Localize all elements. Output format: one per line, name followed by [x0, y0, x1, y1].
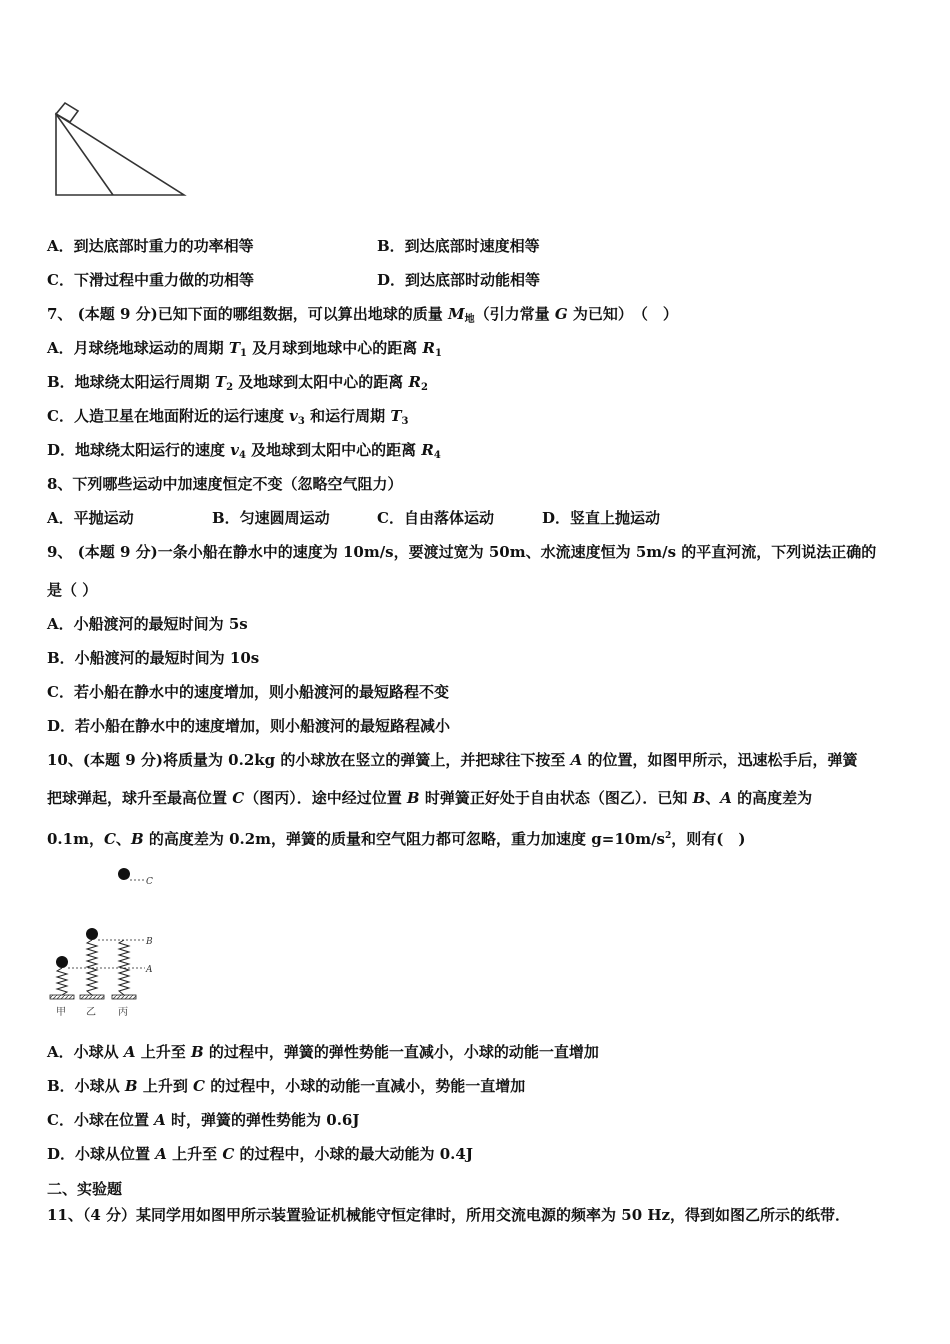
q10-option-c: C．小球在位置 A 时，弹簧的弹性势能为 0.6J	[47, 1111, 360, 1129]
incline-triangle	[56, 114, 184, 195]
base-yi	[80, 995, 104, 999]
q9-option-b: B．小船渡河的最短时间为 10s	[47, 649, 260, 667]
q9-stem-line1: 9、 (本题 9 分)一条小船在静水中的速度为 10m/s，要渡过宽为 50m、水流速度恒为 5m/s 的平直河流，下列说法正确的	[47, 543, 877, 561]
incline-figure	[48, 98, 190, 200]
q8-option-d: D．竖直上抛运动	[542, 509, 661, 527]
q9-option-a: A．小船渡河的最短时间为 5s	[47, 615, 248, 633]
q6-option-b: B．到达底部时速度相等	[377, 237, 540, 255]
q8-option-b: B．匀速圆周运动	[212, 509, 330, 527]
q6-option-d: D．到达底部时动能相等	[377, 271, 541, 289]
label-jia: 甲	[56, 1007, 66, 1018]
q7-option-b: B．地球绕太阳运行周期 $T_2$ 及地球到太阳中心的距离 $R_2$	[47, 373, 428, 393]
q10-option-a: A．小球从 A 上升至 B 的过程中，弹簧的弹性势能一直减小，小球的动能一直增加	[47, 1043, 599, 1061]
label-yi: 乙	[86, 1007, 96, 1018]
q10-stem-line1: 10、(本题 9 分)将质量为 0.2kg 的小球放在竖立的弹簧上，并把球往下按至 A 的位置，如图甲所示，迅速松手后，弹簧	[47, 751, 858, 769]
q7-option-d: D．地球绕太阳运行的速度 $v_4$ 及地球到太阳中心的距离 $R_4$	[47, 441, 441, 461]
label-a: A	[146, 965, 153, 975]
section-heading: 二、实验题	[47, 1180, 123, 1198]
q9-stem-line2: 是（ ）	[47, 581, 98, 599]
q8-option-c: C．自由落体运动	[377, 509, 494, 527]
q7-stem: 7、 (本题 9 分)已知下面的哪组数据，可以算出地球的质量 $M_地$（引力常量 G 为已知） （ ）	[47, 305, 678, 325]
spring-figure	[44, 860, 164, 1020]
ball-b	[86, 928, 98, 940]
spring-jia	[57, 968, 67, 995]
q11-stem: 11、（4 分）某同学用如图甲所示装置验证机械能守恒定律时，所用交流电源的频率为 50 Hz，得到如图乙所示的纸带．	[47, 1206, 851, 1224]
label-bing: 丙	[118, 1007, 128, 1018]
q10-option-b: B．小球从 B 上升到 C 的过程中，小球的动能一直减小，势能一直增加	[47, 1077, 526, 1095]
ball-c	[118, 868, 130, 880]
q8-stem: 8、下列哪些运动中加速度恒定不变（忽略空气阻力）	[47, 475, 403, 493]
q9-option-c: C．若小船在静水中的速度增加，则小船渡河的最短路程不变	[47, 683, 449, 701]
inner-incline-line	[56, 114, 113, 195]
q10-stem-line3: 0.1m，C、B 的高度差为 0.2m，弹簧的质量和空气阻力都可忽略，重力加速度 $g=10m/s^2$，则有( )	[47, 830, 746, 848]
q7-option-c: C．人造卫星在地面附近的运行速度 $v_3$ 和运行周期 $T_3$	[47, 407, 409, 427]
q6-option-a: A．到达底部时重力的功率相等	[47, 237, 254, 255]
base-bing	[112, 995, 136, 999]
q10-stem-line2: 把球弹起，球升至最高位置 C（图丙）．途中经过位置 B 时弹簧正好处于自由状态（图乙）．已知 B、A 的高度差为	[47, 789, 813, 807]
q8-option-a: A．平抛运动	[47, 509, 134, 527]
q9-option-d: D．若小船在静水中的速度增加，则小船渡河的最短路程减小	[47, 717, 451, 735]
base-jia	[50, 995, 74, 999]
q8-options	[47, 508, 660, 528]
q7-option-a: A．月球绕地球运动的周期 $T_1$ 及月球到地球中心的距离 $R_1$	[47, 339, 442, 359]
ball-a	[56, 956, 68, 968]
label-b: B	[146, 937, 153, 947]
q6-row-1	[47, 236, 254, 256]
q6-option-c: C．下滑过程中重力做的功相等	[47, 271, 254, 289]
q10-option-d: D．小球从位置 A 上升至 C 的过程中，小球的最大动能为 0.4J	[47, 1145, 473, 1163]
label-c: C	[146, 877, 153, 887]
